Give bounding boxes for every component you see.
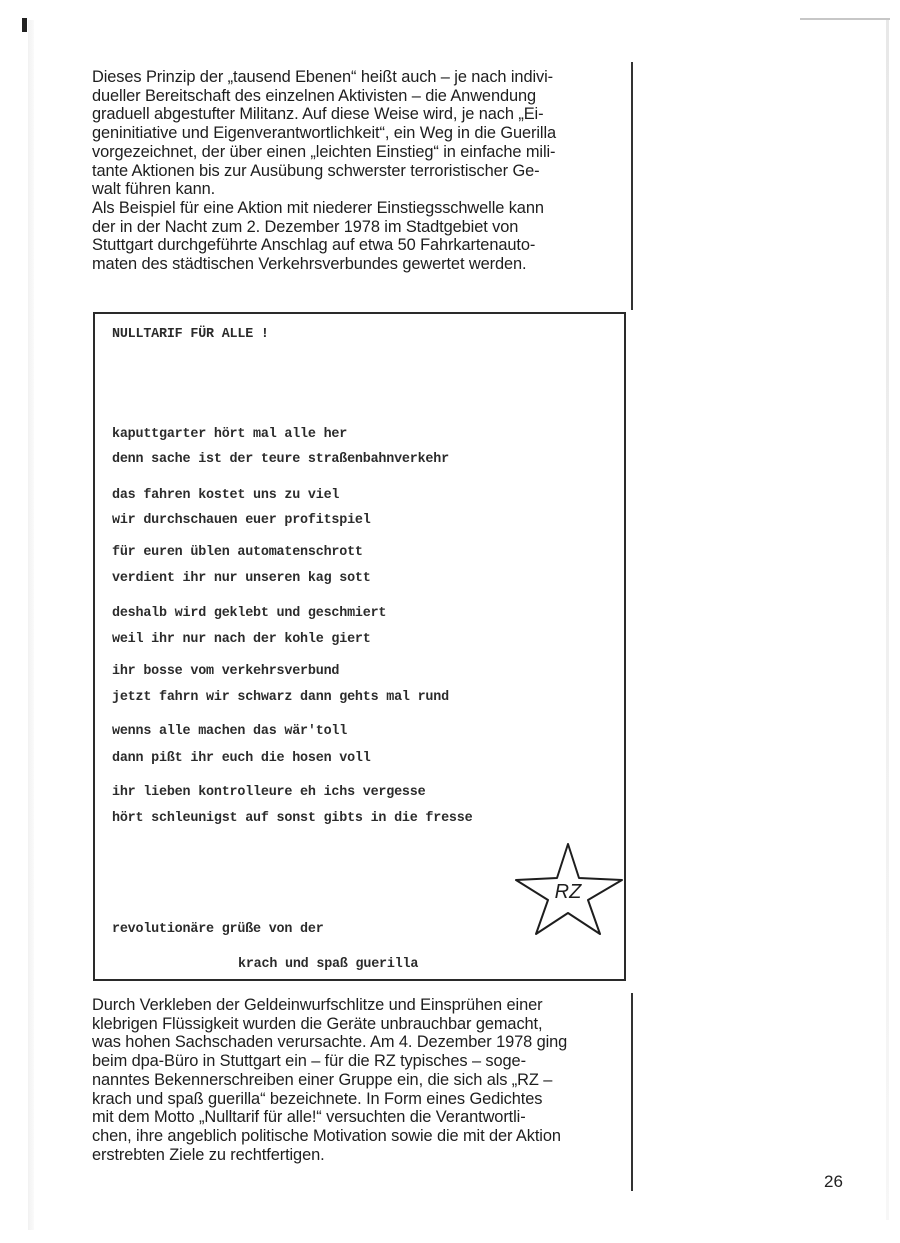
bottom-paragraph	[92, 996, 622, 1164]
poem-line: für euren üblen automatenschrott	[112, 545, 363, 560]
poem-line: wir durchschauen euer profitspiel	[112, 513, 371, 528]
text-line: chen, ihre angeblich politische Motivation sowie die mit der Aktion	[92, 1126, 561, 1145]
text-line: erstrebten Ziele zu rechtfertigen.	[92, 1145, 325, 1164]
text-line: dueller Bereitschaft des einzelnen Aktivisten – die Anwendung	[92, 86, 537, 105]
leaflet-headline: NULLTARIF FÜR ALLE !	[112, 327, 269, 342]
poem-line: ihr bosse vom verkehrsverbund	[112, 664, 340, 679]
poem-line: denn sache ist der teure straßenbahnverkehr	[112, 452, 449, 467]
rz-star-icon	[508, 838, 628, 938]
poem-line: weil ihr nur nach der kohle giert	[112, 632, 371, 647]
margin-rule-bottom	[631, 993, 633, 1191]
text-line: Durch Verkleben der Geldeinwurfschlitze und Einsprühen einer	[92, 996, 543, 1014]
text-line: vorgezeichnet, der über einen „leichten Einstieg“ in einfache mili-	[92, 142, 556, 161]
poem-line: jetzt fahrn wir schwarz dann gehts mal rund	[112, 690, 449, 705]
scan-top-edge	[800, 18, 890, 20]
page-number: 26	[824, 1172, 843, 1191]
text-line: klebrigen Flüssigkeit wurden die Geräte unbrauchbar gemacht,	[92, 1014, 543, 1033]
text-line: walt führen kann.	[92, 180, 216, 199]
margin-rule-top	[631, 62, 633, 310]
top-paragraph	[92, 68, 622, 274]
text-line: maten des städtischen Verkehrsverbundes gewertet werden.	[92, 255, 527, 274]
text-line: graduell abgestufter Militanz. Auf diese Weise wird, je nach „Ei-	[92, 105, 544, 124]
text-line: tante Aktionen bis zur Ausübung schwerster terroristischer Ge-	[92, 161, 540, 180]
scan-left-edge	[28, 20, 34, 1230]
poem-line: ihr lieben kontrolleure eh ichs vergesse	[112, 785, 426, 800]
leaflet-closing-2: krach und spaß guerilla	[238, 957, 419, 972]
text-line: Dieses Prinzip der „tausend Ebenen“ heißt auch – je nach indivi-	[92, 68, 553, 86]
text-line: Stuttgart durchgeführte Anschlag auf etwa 50 Fahrkartenauto-	[92, 236, 536, 255]
text-line: geninitiative und Eigenverantwortlichkeit“, ein Weg in die Guerilla	[92, 124, 557, 143]
poem-line: verdient ihr nur unseren kag sott	[112, 571, 371, 586]
text-line: der in der Nacht zum 2. Dezember 1978 im Stadtgebiet von	[92, 217, 519, 236]
rz-star-label: RZ	[554, 881, 582, 903]
poem-line: wenns alle machen das wär'toll	[112, 724, 348, 739]
scan-right-edge	[886, 20, 889, 1220]
text-line: was hohen Sachschaden verursachte. Am 4. Dezember 1978 ging	[92, 1033, 568, 1052]
poem-line: das fahren kostet uns zu viel	[112, 488, 340, 503]
poem-line: dann pißt ihr euch die hosen voll	[112, 751, 371, 766]
text-line: krach und spaß guerilla“ bezeichnete. In Form eines Gedichtes	[92, 1089, 543, 1108]
text-line: mit dem Motto „Nulltarif für alle!“ versuchten die Verantwortli-	[92, 1108, 526, 1127]
leaflet-closing-1: revolutionäre grüße von der	[112, 922, 324, 937]
text-line: Als Beispiel für eine Aktion mit niederer Einstiegsschwelle kann	[92, 198, 544, 217]
scan-mark	[22, 18, 27, 32]
poem-line: kaputtgarter hört mal alle her	[112, 427, 348, 442]
poem-line: hört schleunigst auf sonst gibts in die fresse	[112, 811, 473, 826]
poem-line: deshalb wird geklebt und geschmiert	[112, 606, 387, 621]
text-line: beim dpa-Büro in Stuttgart ein – für die RZ typisches – soge-	[92, 1052, 526, 1071]
text-line: nanntes Bekennerschreiben einer Gruppe ein, die sich als „RZ –	[92, 1070, 553, 1089]
